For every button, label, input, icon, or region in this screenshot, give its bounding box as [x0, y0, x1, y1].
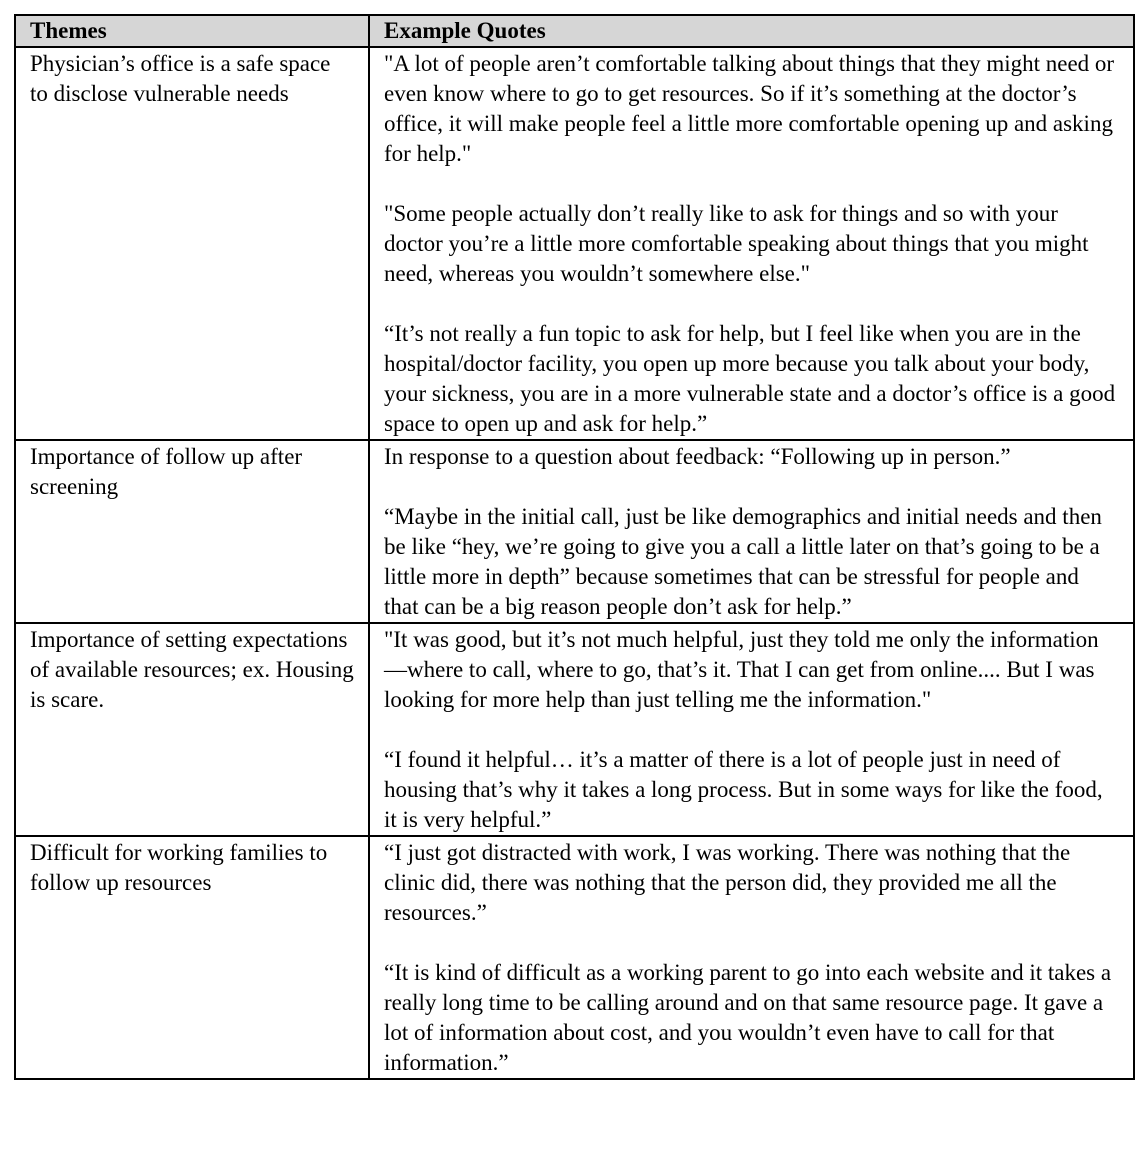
quote-text: “I just got distracted with work, I was working. There was nothing that the clinic did, there was nothing that the person did, they provided me all the resources.” [384, 840, 1071, 925]
quote-text: "A lot of people aren’t comfortable talking about things that they might need or even know where to go to get resources. So if it’s something at the doctor’s office, it will make people feel a little more comfortable opening up and asking for help." [384, 51, 1115, 166]
table-row [15, 836, 1134, 1079]
theme-cell: Importance of setting expectations of available resources; ex. Housing is scare. [15, 623, 369, 836]
quote-text: “I found it helpful… it’s a matter of there is a lot of people just in need of housing that’s why it takes a long process. But in some ways for like the food, it is very helpful.” [384, 747, 1103, 832]
quote-text: "Some people actually don’t really like to ask for things and so with your doctor you’re a little more comfortable speaking about things that you might need, whereas you wouldn’t somewhere else." [384, 201, 1089, 286]
quotes-cell [369, 440, 1134, 623]
theme-cell: Difficult for working families to follow up resources [15, 836, 369, 1079]
quote-text: “It is kind of difficult as a working parent to go into each website and it takes a really long time to be calling around and on that same resource page. It gave a lot of information about cost, and you wouldn’t even have to call for that information.” [384, 960, 1112, 1075]
quote-text: “It’s not really a fun topic to ask for help, but I feel like when you are in the hospital/doctor facility, you open up more because you talk about your body, your sickness, you are in a more vulnerable state and a doctor’s office is a good space to open up and ask for help.” [384, 321, 1116, 436]
quotes-cell [369, 836, 1134, 1079]
table-header-row [15, 15, 1134, 47]
column-header-example-quotes: Example Quotes [369, 15, 1134, 47]
quote-text: In response to a question about feedback: “Following up in person.” [384, 444, 1011, 469]
themes-quotes-table [14, 14, 1135, 1080]
theme-cell: Physician’s office is a safe space to disclose vulnerable needs [15, 47, 369, 440]
table-row [15, 47, 1134, 440]
quote-text: “Maybe in the initial call, just be like demographics and initial needs and then be like “hey, we’re going to give you a call a little later on that’s going to be a little more in depth” because sometimes that can be stressful for people and that can be a big reason people don’t ask for help.” [384, 504, 1102, 619]
table-row [15, 623, 1134, 836]
column-header-themes: Themes [15, 15, 369, 47]
table-row [15, 440, 1134, 623]
quotes-cell [369, 47, 1134, 440]
quote-text: "It was good, but it’s not much helpful, just they told me only the information—where to call, where to go, that’s it. That I can get from online.... But I was looking for more help than just telling me the information." [384, 627, 1099, 712]
theme-cell: Importance of follow up after screening [15, 440, 369, 623]
quotes-cell [369, 623, 1134, 836]
